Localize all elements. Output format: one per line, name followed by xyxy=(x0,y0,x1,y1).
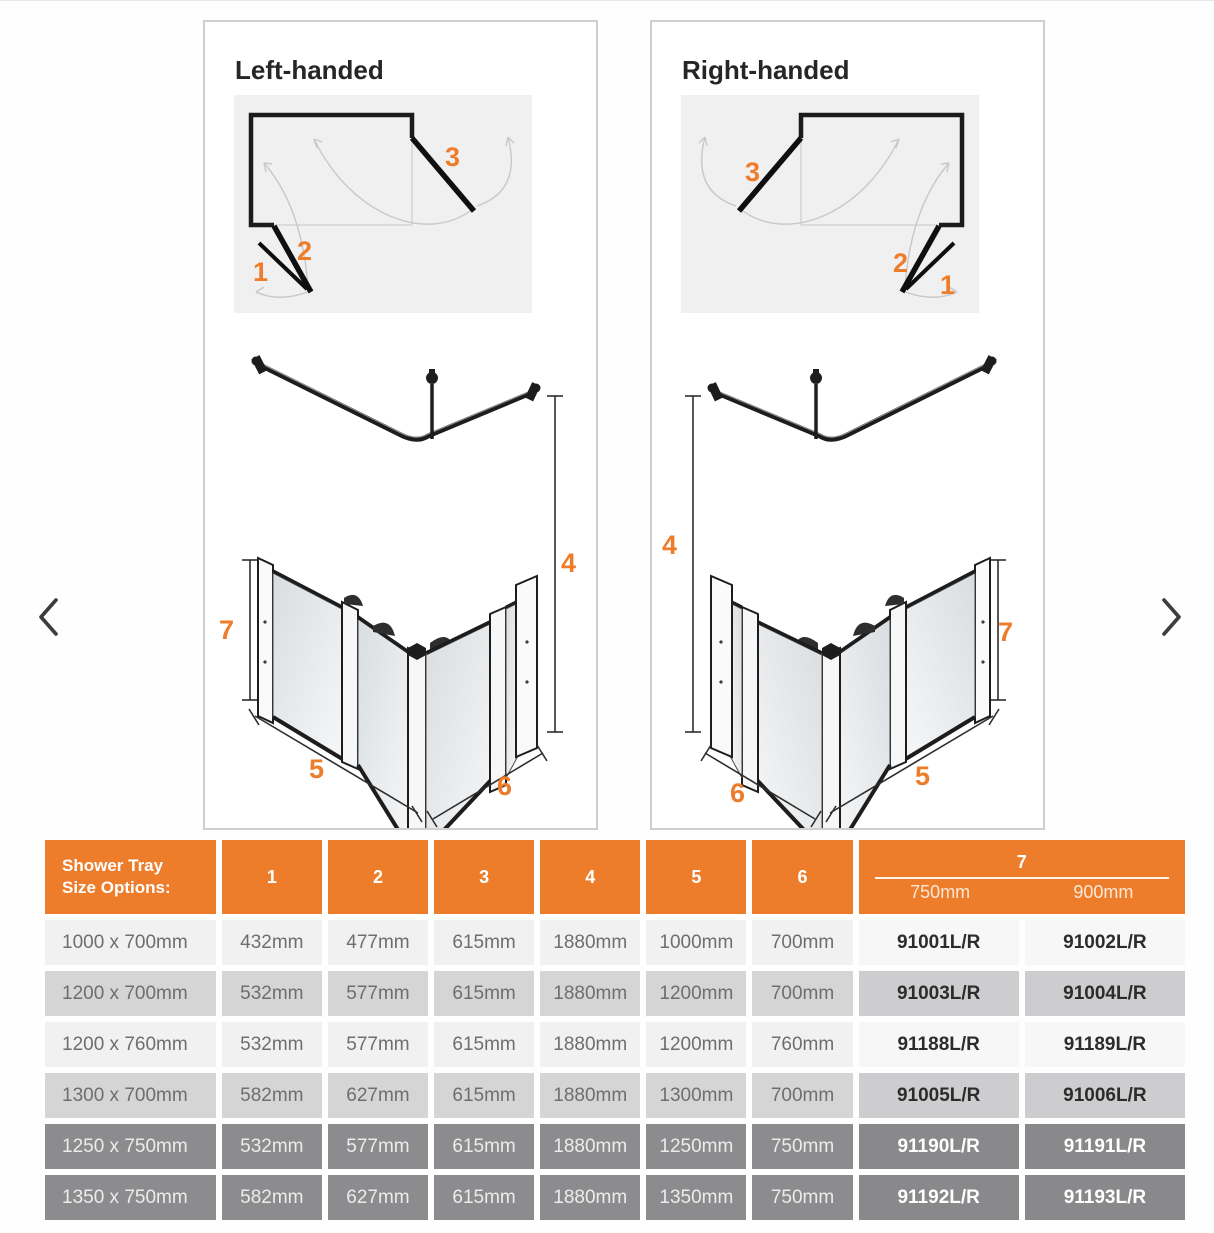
row-value: 577mm xyxy=(328,1022,428,1067)
row-value: 1200mm xyxy=(646,971,746,1016)
col7-label: 7 xyxy=(1016,851,1027,872)
row-value: 532mm xyxy=(222,971,322,1016)
col7-sub-900: 900mm xyxy=(1073,881,1134,902)
table-header-col-4: 4 xyxy=(540,840,640,914)
table-header-col-3: 3 xyxy=(434,840,534,914)
row-value: 700mm xyxy=(752,1073,852,1118)
plan-label-2: 2 xyxy=(297,236,313,266)
row-value: 532mm xyxy=(222,1124,322,1169)
row-value: 750mm xyxy=(752,1124,852,1169)
row-size: 1350 x 750mm xyxy=(45,1175,216,1220)
row-value: 1880mm xyxy=(540,1022,640,1067)
row-value: 577mm xyxy=(328,1124,428,1169)
dim-label-5: 5 xyxy=(309,754,325,784)
panel-title: Right-handed xyxy=(682,55,850,85)
row-value: 627mm xyxy=(328,1175,428,1220)
right-handed-panel xyxy=(650,20,1045,830)
product-code: 91193L/R xyxy=(1025,1175,1185,1220)
row-value: 1880mm xyxy=(540,920,640,965)
product-code: 91190L/R xyxy=(859,1124,1019,1169)
row-value: 615mm xyxy=(434,1022,534,1067)
product-code: 91192L/R xyxy=(859,1175,1019,1220)
dim-label-7: 7 xyxy=(219,615,235,645)
row-value: 1200mm xyxy=(646,1022,746,1067)
product-code: 91002L/R xyxy=(1025,920,1185,965)
carousel-next-button[interactable] xyxy=(1156,596,1186,638)
row-value: 615mm xyxy=(434,1175,534,1220)
plan-label-2: 2 xyxy=(893,248,909,278)
panel-title: Left-handed xyxy=(235,55,384,85)
table-header-col-2: 2 xyxy=(328,840,428,914)
row-size: 1200 x 760mm xyxy=(45,1022,216,1067)
row-value: 627mm xyxy=(328,1073,428,1118)
row-value: 615mm xyxy=(434,920,534,965)
right-3d-diagram xyxy=(652,332,1043,828)
dim-label-7: 7 xyxy=(998,617,1014,647)
rail-and-screen-drawing xyxy=(205,332,596,828)
row-size: 1000 x 700mm xyxy=(45,920,216,965)
plan-label-3: 3 xyxy=(445,142,461,172)
plan-drawing xyxy=(234,95,532,313)
row-size: 1200 x 700mm xyxy=(45,971,216,1016)
row-value: 1880mm xyxy=(540,1073,640,1118)
product-code: 91006L/R xyxy=(1025,1073,1185,1118)
rail-and-screen-drawing xyxy=(652,332,1043,828)
row-value: 1350mm xyxy=(646,1175,746,1220)
header-title-line1: Shower Tray xyxy=(62,855,164,875)
row-value: 582mm xyxy=(222,1073,322,1118)
row-value: 615mm xyxy=(434,971,534,1016)
plan-label-1: 1 xyxy=(940,270,956,300)
row-value: 700mm xyxy=(752,920,852,965)
table-header-col-5: 5 xyxy=(646,840,746,914)
chevron-right-icon xyxy=(1156,596,1186,638)
plan-label-1: 1 xyxy=(253,257,269,287)
product-code: 91003L/R xyxy=(859,971,1019,1016)
row-value: 1300mm xyxy=(646,1073,746,1118)
row-value: 1000mm xyxy=(646,920,746,965)
dim-label-6: 6 xyxy=(730,778,746,808)
product-code: 91189L/R xyxy=(1025,1022,1185,1067)
table-header-col-1: 1 xyxy=(222,840,322,914)
row-value: 700mm xyxy=(752,971,852,1016)
row-value: 477mm xyxy=(328,920,428,965)
product-code: 91191L/R xyxy=(1025,1124,1185,1169)
plan-drawing xyxy=(681,95,979,313)
product-code: 91005L/R xyxy=(859,1073,1019,1118)
page-top-divider xyxy=(0,0,1214,1)
row-value: 432mm xyxy=(222,920,322,965)
row-size: 1250 x 750mm xyxy=(45,1124,216,1169)
row-value: 760mm xyxy=(752,1022,852,1067)
row-value: 532mm xyxy=(222,1022,322,1067)
product-code: 91004L/R xyxy=(1025,971,1185,1016)
right-plan-diagram xyxy=(681,95,979,313)
row-value: 750mm xyxy=(752,1175,852,1220)
row-value: 1250mm xyxy=(646,1124,746,1169)
col7-divider xyxy=(875,877,1169,879)
table-header-col-7 xyxy=(859,840,1185,914)
row-value: 615mm xyxy=(434,1124,534,1169)
dim-label-4: 4 xyxy=(561,548,577,578)
product-code: 91188L/R xyxy=(859,1022,1019,1067)
product-code: 91001L/R xyxy=(859,920,1019,965)
row-value: 615mm xyxy=(434,1073,534,1118)
chevron-left-icon xyxy=(34,596,64,638)
row-value: 577mm xyxy=(328,971,428,1016)
left-handed-panel xyxy=(203,20,598,830)
header-title-line2: Size Options: xyxy=(62,878,171,897)
table-header-col-6: 6 xyxy=(752,840,852,914)
row-value: 1880mm xyxy=(540,971,640,1016)
row-value: 1880mm xyxy=(540,1124,640,1169)
plan-label-3: 3 xyxy=(745,157,761,187)
carousel-prev-button[interactable] xyxy=(34,596,64,638)
left-plan-diagram xyxy=(234,95,532,313)
left-3d-diagram xyxy=(205,332,596,828)
col7-sub-750: 750mm xyxy=(910,881,971,902)
dim-label-4: 4 xyxy=(662,530,678,560)
dim-label-5: 5 xyxy=(915,761,931,791)
row-value: 1880mm xyxy=(540,1175,640,1220)
row-value: 582mm xyxy=(222,1175,322,1220)
table-header-size-options xyxy=(45,840,216,914)
shower-tray-size-table xyxy=(45,840,1185,1220)
row-size: 1300 x 700mm xyxy=(45,1073,216,1118)
dim-label-6: 6 xyxy=(497,771,513,801)
